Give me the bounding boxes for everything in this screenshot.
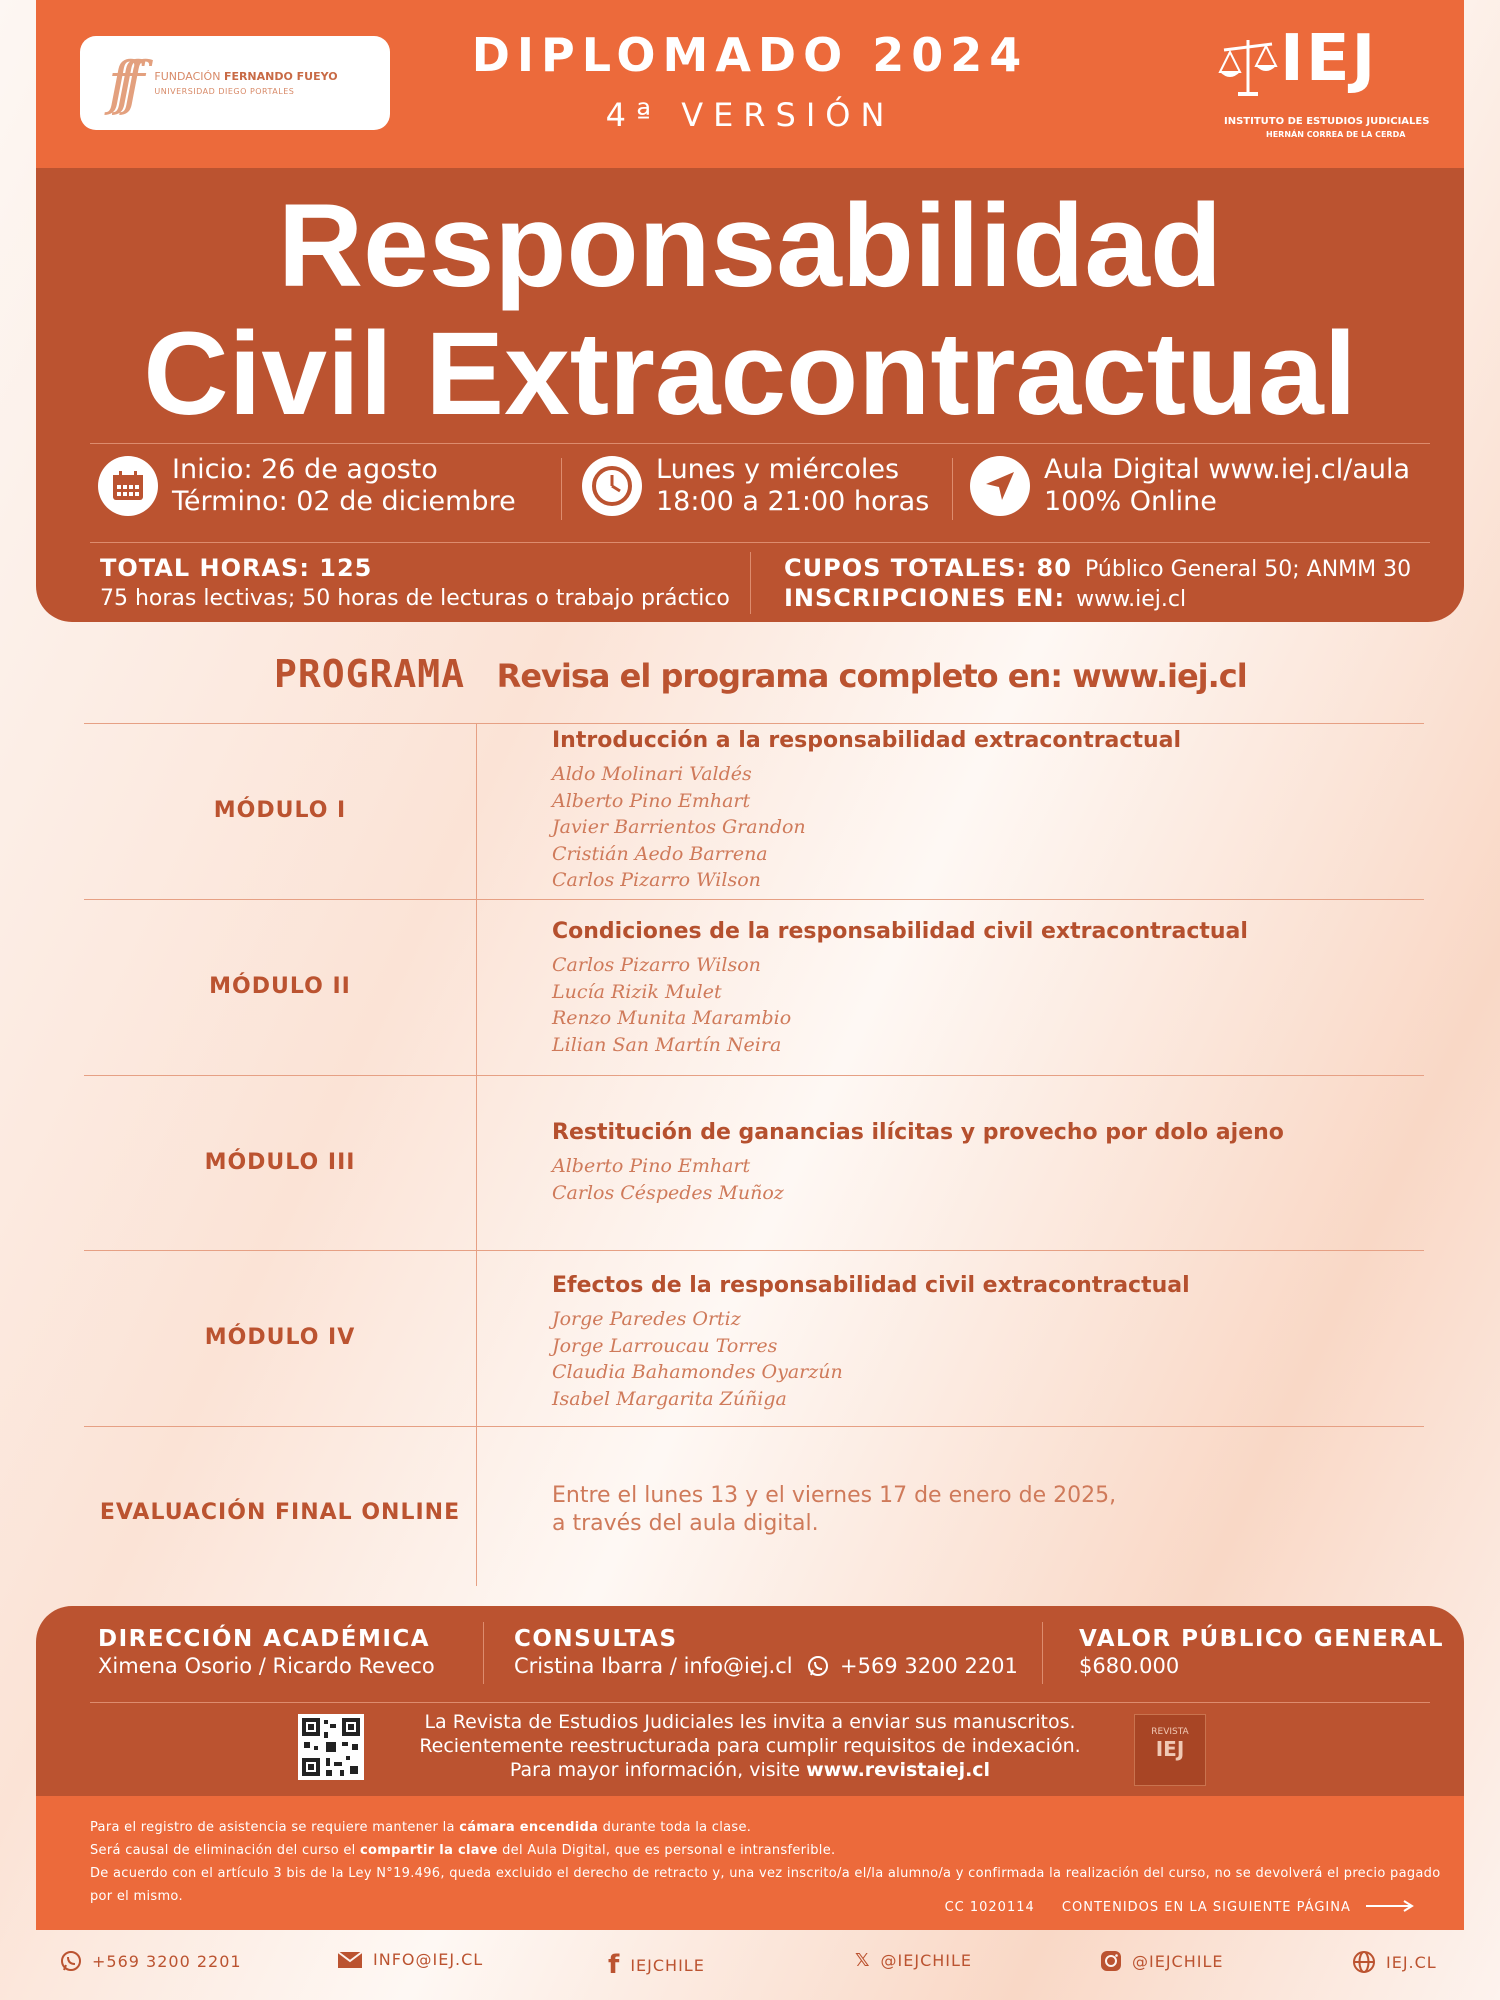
version-heading: 4ª VERSIÓN	[605, 96, 895, 134]
professor: Carlos Pizarro Wilson	[552, 954, 761, 976]
table-column-divider	[476, 724, 477, 1586]
x-icon: 𝕏	[855, 1950, 871, 1971]
aula-digital: Aula Digital www.iej.cl/aula	[1044, 454, 1411, 485]
inscripciones-link[interactable]: www.iej.cl	[1076, 587, 1187, 612]
next-page-text: CONTENIDOS EN LA SIGUIENTE PÁGINA	[1061, 1900, 1351, 1915]
module-label: MÓDULO II	[209, 974, 351, 999]
arrow-right-icon	[1366, 1900, 1414, 1912]
professor: Carlos Céspedes Muñoz	[552, 1181, 784, 1204]
note-retracto: De acuerdo con el artículo 3 bis de la Ley N°19.496, queda excluido el derecho de retracto y, una vez inscrito/a el/la alumno/a y confirmada la realización del curso, no se devolverá el precio pagado por el mismo.	[90, 1866, 1441, 1904]
professor: Alberto Pino Emhart	[552, 1155, 751, 1177]
module-label: MÓDULO IV	[204, 1325, 356, 1350]
iej-name: INSTITUTO DE ESTUDIOS JUDICIALES	[1224, 116, 1430, 127]
revista-invitation: La Revista de Estudios Judiciales les invita a enviar sus manuscritos. Recientemente reestructurada para cumplir requisitos de indexación. Para mayor información, visite www.revistaiej.cl	[419, 1711, 1081, 1781]
divider	[90, 443, 1430, 444]
revista-iej-logo: REVISTA IEJ	[1134, 1714, 1206, 1786]
note-password: Será causal de eliminación del curso el compartir la clave del Aula Digital, que es personal e intransferible.	[90, 1843, 836, 1858]
table-divider	[84, 1426, 1424, 1427]
location-arrow-icon	[970, 456, 1030, 516]
iej-logo	[1210, 22, 1430, 146]
module-title: Efectos de la responsabilidad civil extracontractual	[552, 1273, 1190, 1298]
dates-info	[98, 454, 516, 518]
professor: Jorge Paredes Ortiz	[552, 1308, 741, 1330]
social-whatsapp[interactable]: +569 3200 2201	[60, 1950, 242, 1972]
cupos-totales: CUPOS TOTALES: 80 Público General 50; ANMM 30	[784, 554, 1412, 582]
module-content	[552, 1120, 1284, 1206]
note-camera: Para el registro de asistencia se requiere mantener la cámara encendida durante toda la clase.	[90, 1820, 752, 1835]
professor: Javier Barrientos Grandon	[552, 816, 806, 838]
direccion-academica: DIRECCIÓN ACADÉMICA Ximena Osorio / Ricardo Reveco	[98, 1626, 435, 1678]
social-website[interactable]: IEJ.CL	[1352, 1950, 1437, 1974]
notes-block	[36, 1796, 1464, 1930]
footer-block	[36, 1606, 1464, 1796]
evaluation-label: EVALUACIÓN FINAL ONLINE	[99, 1500, 461, 1525]
schedule-hours: 18:00 a 21:00 horas	[656, 486, 930, 517]
schedule-info	[582, 454, 929, 518]
module-label: MÓDULO III	[204, 1150, 356, 1175]
instagram-icon	[1100, 1950, 1122, 1972]
evaluation-content	[552, 1482, 1116, 1538]
evaluation-dates: Entre el lunes 13 y el viernes 17 de enero de 2025,	[552, 1483, 1117, 1508]
title-block	[36, 168, 1464, 622]
scales-of-justice-icon	[1218, 32, 1278, 102]
divider	[483, 1622, 484, 1684]
table-divider	[84, 723, 1424, 724]
iej-letters: IEJ	[1280, 22, 1378, 96]
professor: Jorge Larroucau Torres	[552, 1334, 778, 1357]
fff-name: FUNDACIÓN FERNANDO FUEYO	[154, 70, 338, 83]
cc-next-page	[945, 1900, 1414, 1915]
professor: Lilian San Martín Neira	[552, 1033, 782, 1056]
module-content	[552, 919, 1248, 1058]
module-content	[552, 728, 1181, 894]
inscripciones: INSCRIPCIONES EN: www.iej.cl	[784, 584, 1187, 612]
consultas: CONSULTAS Cristina Ibarra / info@iej.cl +569 3200 2201	[514, 1626, 1018, 1678]
iej-sub: HERNÁN CORREA DE LA CERDA	[1266, 130, 1406, 139]
start-date: Inicio: 26 de agosto	[172, 454, 438, 485]
facebook-icon: f	[608, 1950, 621, 1980]
professor: Carlos Pizarro Wilson	[552, 869, 761, 891]
cc-code: CC 1020114	[944, 1900, 1035, 1915]
end-date: Término: 02 de diciembre	[172, 486, 516, 517]
clock-icon	[582, 456, 642, 516]
consultas-contact[interactable]: Cristina Ibarra / info@iej.cl	[514, 1654, 793, 1678]
module-label: MÓDULO I	[213, 798, 347, 823]
fff-monogram: fff	[108, 49, 131, 117]
professor: Cristián Aedo Barrena	[552, 842, 768, 865]
module-title: Introducción a la responsabilidad extracontractual	[552, 728, 1182, 753]
professor: Claudia Bahamondes Oyarzún	[552, 1361, 843, 1383]
divider	[90, 1702, 1430, 1703]
revista-link[interactable]: www.revistaiej.cl	[806, 1759, 991, 1781]
globe-icon	[1352, 1950, 1376, 1974]
divider	[561, 458, 562, 520]
module-title: Condiciones de la responsabilidad civil extracontractual	[552, 919, 1248, 944]
social-facebook[interactable]: f IEJCHILE	[608, 1950, 705, 1980]
location-info	[970, 454, 1410, 518]
table-divider	[84, 899, 1424, 900]
module-title: Restitución de ganancias ilícitas y provecho por dolo ajeno	[552, 1120, 1284, 1145]
professor: Lucía Rizik Mulet	[552, 980, 722, 1003]
programa-heading	[274, 652, 1247, 696]
hours-detail: 75 horas lectivas; 50 horas de lecturas o trabajo práctico	[100, 586, 730, 611]
legal-notes	[90, 1816, 1450, 1908]
social-email[interactable]: INFO@IEJ.CL	[337, 1950, 483, 1969]
consultas-phone[interactable]: +569 3200 2201	[839, 1654, 1018, 1678]
programa-link[interactable]: Revisa el programa completo en: www.iej.cl	[496, 657, 1247, 695]
fff-sub: UNIVERSIDAD DIEGO PORTALES	[154, 87, 295, 96]
social-x[interactable]: 𝕏 @IEJCHILE	[855, 1950, 973, 1971]
table-divider	[84, 1075, 1424, 1076]
social-instagram[interactable]: @IEJCHILE	[1100, 1950, 1224, 1972]
divider	[952, 458, 953, 520]
mail-icon	[337, 1951, 363, 1969]
main-title-line2: Civil Extracontractual	[143, 308, 1357, 440]
divider	[90, 542, 1430, 543]
main-title-line1: Responsabilidad	[277, 180, 1223, 312]
calendar-icon	[98, 456, 158, 516]
valor-publico: VALOR PÚBLICO GENERAL $680.000	[1079, 1626, 1445, 1678]
module-content	[552, 1273, 1190, 1412]
professor: Renzo Munita Marambio	[552, 1007, 792, 1029]
professor: Isabel Margarita Zúñiga	[552, 1387, 787, 1410]
professor: Alberto Pino Emhart	[552, 789, 751, 812]
divider	[750, 552, 751, 614]
programa-title: PROGRAMA	[274, 652, 466, 696]
online-mode: 100% Online	[1044, 486, 1217, 517]
total-hours: TOTAL HORAS: 125	[100, 554, 373, 582]
table-divider	[84, 1250, 1424, 1251]
whatsapp-icon	[60, 1950, 82, 1972]
evaluation-mode: a través del aula digital.	[552, 1511, 819, 1536]
professor: Aldo Molinari Valdés	[552, 763, 752, 785]
whatsapp-icon	[807, 1655, 829, 1677]
schedule-days: Lunes y miércoles	[656, 454, 900, 485]
divider	[1042, 1622, 1043, 1684]
diplomado-heading: DIPLOMADO 2024	[471, 28, 1029, 82]
